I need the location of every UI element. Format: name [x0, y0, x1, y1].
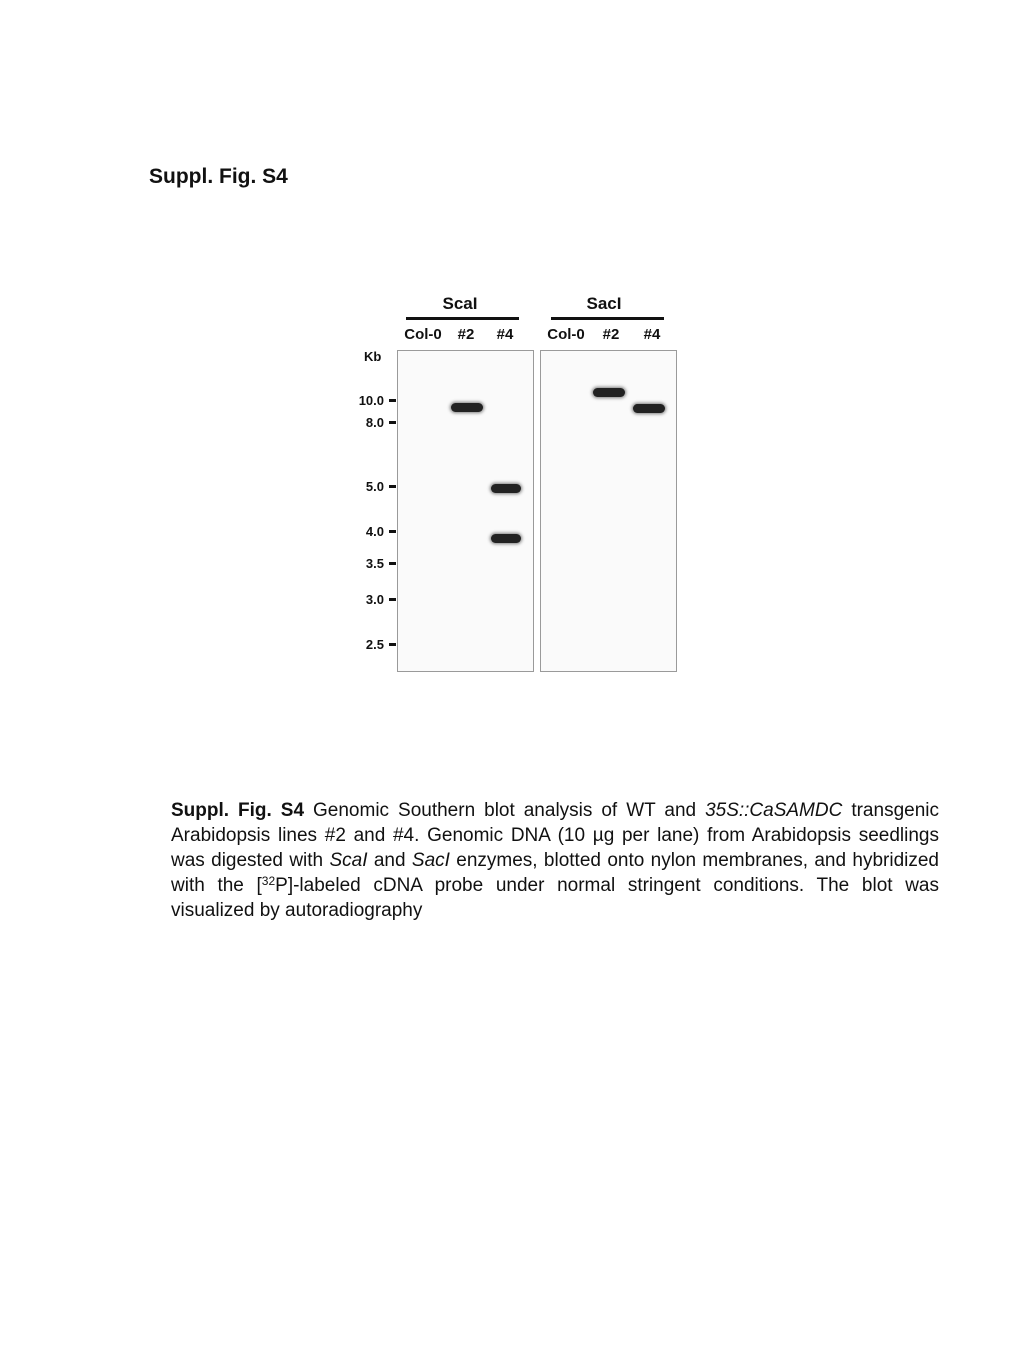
size-marker: [340, 479, 398, 495]
figure-caption: [171, 798, 939, 923]
enzyme-bar-scai: [406, 317, 519, 320]
size-marker-tick: [389, 598, 396, 601]
lane-label-saci-4: #4: [643, 326, 661, 343]
band-scai-2: [451, 403, 483, 412]
caption-label: Suppl. Fig. S4: [171, 800, 305, 821]
caption-text: transgenic Arabidopsis lines #2 and #4. Genomic DNA (10 µg per lane) from Arabidopsis seedlings was digested with: [171, 800, 939, 871]
band-saci-2: [593, 388, 625, 397]
size-marker-label: 10.0: [358, 393, 384, 408]
enzyme-label-saci: SacI: [586, 294, 622, 313]
size-marker: [340, 524, 398, 540]
size-marker-tick: [389, 421, 396, 424]
size-marker: [340, 393, 398, 409]
size-marker-label: 2.5: [365, 637, 384, 652]
size-marker-tick: [389, 485, 396, 488]
size-marker-tick: [389, 562, 396, 565]
caption-enzyme: SacI: [411, 850, 450, 871]
blot-panel-saci: [540, 350, 677, 672]
caption-enzyme: ScaI: [329, 850, 368, 871]
size-marker-label: 3.5: [365, 556, 384, 571]
size-marker: [340, 556, 398, 572]
enzyme-label-scai: ScaI: [442, 294, 478, 313]
page-title: Suppl. Fig. S4: [149, 165, 288, 188]
lane-label-scai-4: #4: [496, 326, 514, 343]
lane-label-scai-2: #2: [457, 326, 475, 343]
size-marker-label: 8.0: [365, 415, 384, 430]
size-marker: [340, 637, 398, 653]
band-scai-4-lower: [491, 534, 521, 543]
lane-label-saci-col0: Col-0: [547, 326, 585, 343]
size-marker-tick: [389, 399, 396, 402]
lane-label-saci-2: #2: [602, 326, 620, 343]
size-marker: [340, 592, 398, 608]
caption-text: and: [367, 850, 412, 871]
blot-panel-scai: [397, 350, 534, 672]
size-unit-label: Kb: [364, 349, 382, 364]
caption-isotope: 32: [261, 874, 276, 888]
size-marker-label: 5.0: [365, 479, 384, 494]
caption-construct: 35S::CaSAMDC: [705, 800, 843, 821]
caption-text: Genomic Southern blot analysis of WT and: [304, 800, 706, 821]
band-scai-4-upper: [491, 484, 521, 493]
size-marker-label: 3.0: [365, 592, 384, 607]
size-marker-tick: [389, 530, 396, 533]
caption-text: P]-labeled cDNA probe under normal stringent conditions. The blot was visualized by autoradiography: [171, 875, 939, 921]
southern-blot-figure: [340, 285, 700, 685]
size-marker-label: 4.0: [365, 524, 384, 539]
size-marker-tick: [389, 643, 396, 646]
size-marker: [340, 415, 398, 431]
lane-label-scai-col0: Col-0: [404, 326, 442, 343]
caption-text: enzymes, blotted onto nylon membranes, and hybridized with the [: [171, 850, 940, 896]
enzyme-bar-saci: [551, 317, 664, 320]
band-saci-4: [633, 404, 665, 413]
